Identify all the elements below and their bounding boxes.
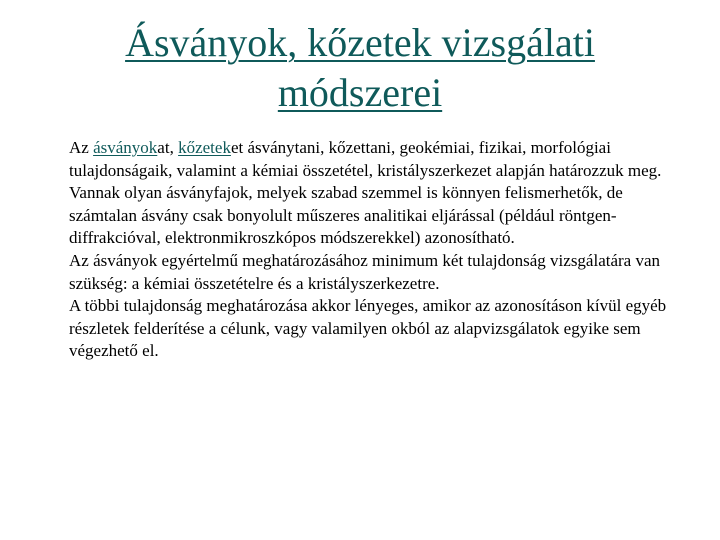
slide-body [69,137,689,363]
slide-title-line-2[interactable]: módszerei [277,70,443,115]
paragraph-requirements: Az ásványok egyértelmű meghatározásához minimum két tulajdonság vizsgálatára van szükség: a kémiai összetételre és a kristályszerkezetre. [69,250,661,293]
paragraph-intro [69,137,689,182]
link-asvanyok[interactable]: ásványok [93,138,158,157]
link-kozetek[interactable]: kőzetek [178,138,231,157]
paragraph-intro-mid: at, [157,138,179,157]
paragraph-intro-start: Az [69,138,94,157]
slide-title-line-1[interactable]: Ásványok, kőzetek vizsgálati [125,20,595,65]
paragraph-other-properties: A többi tulajdonság meghatározása akkor lényeges, amikor az azonosításon kívül egyéb részletek felderítése a célunk, vagy valamilyen okból az alapvizsgálatok egyike sem végezhető el. [69,296,667,361]
paragraph-intro-rest: et ásványtani, kőzettani, geokémiai, fizikai, morfológiai tulajdonságaik, valamint a kémiai összetétel, kristályszerkezet alapján határozzuk meg. [69,138,662,180]
slide-title[interactable] [80,18,640,118]
paragraph-identification: Vannak olyan ásványfajok, melyek szabad szemmel is könnyen felismerhetők, de számtalan ásvány csak bonyolult műszeres analitikai eljárással (például röntgen-diffrakcióval, elektronmikroszkópos módszerekkel) azonosítható. [69,183,623,248]
